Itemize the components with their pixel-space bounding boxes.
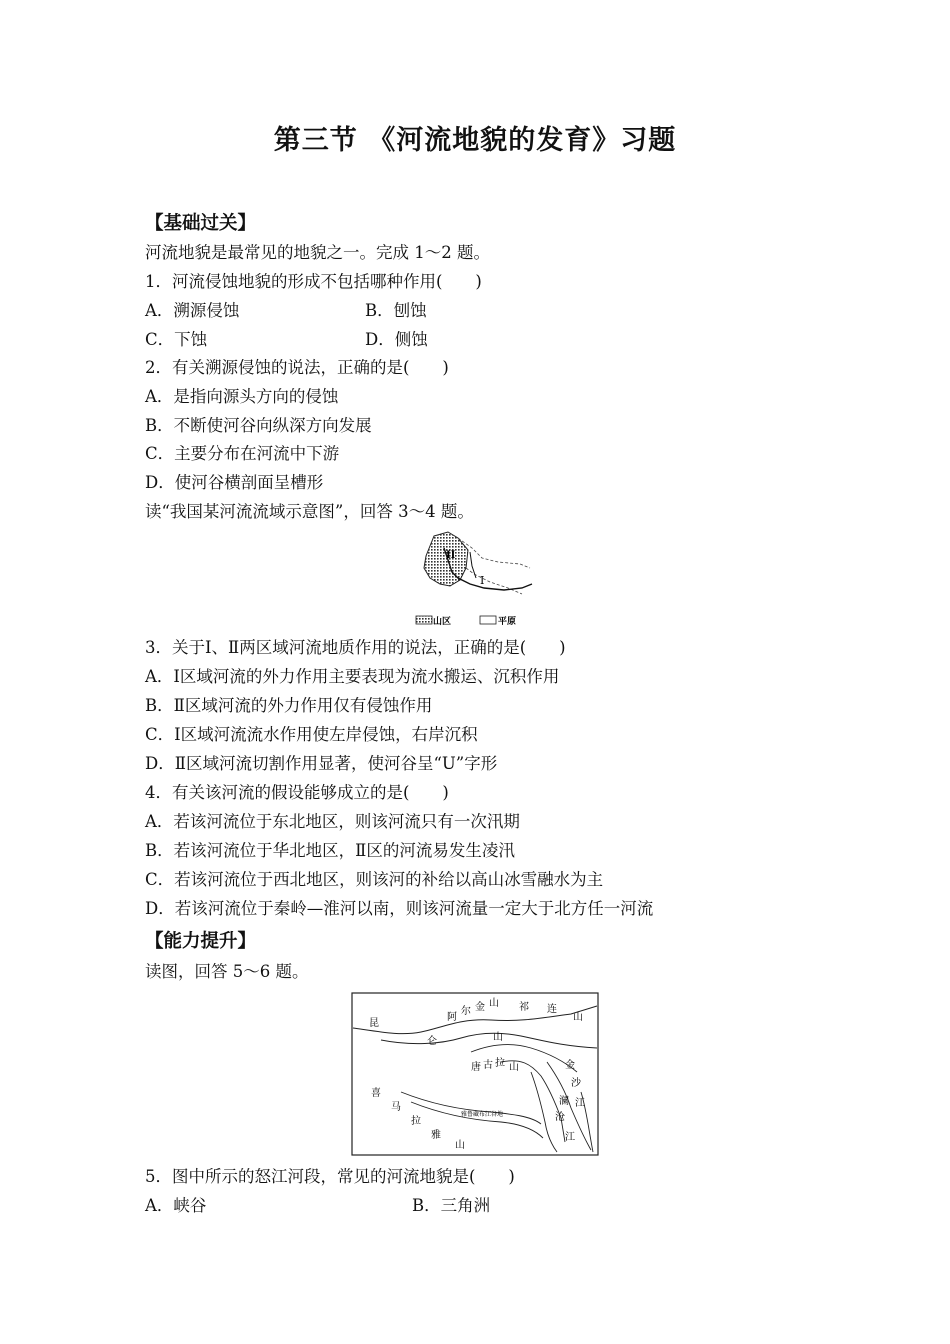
map-label: 拉 bbox=[495, 1058, 505, 1069]
legend-plain-label: 平原 bbox=[498, 617, 517, 627]
river-basin-figure bbox=[410, 528, 540, 633]
q4-option-c: C．若该河流位于西北地区，则该河的补给以高山冰雪融水为主 bbox=[145, 870, 604, 889]
q2-option-a: A．是指向源头方向的侵蚀 bbox=[145, 387, 339, 406]
q3-option-a: A．Ⅰ区域河流的外力作用主要表现为流水搬运、沉积作用 bbox=[145, 667, 560, 686]
intro-text: 河流地貌是最常见的地貌之一。完成 1～2 题。 bbox=[145, 243, 490, 262]
q3-option-b: B．Ⅱ区域河流的外力作用仅有侵蚀作用 bbox=[145, 696, 433, 715]
map-label: 金 bbox=[475, 1002, 485, 1013]
page-title: 第三节 《河流地貌的发育》习题 bbox=[273, 125, 677, 156]
map-label: 连 bbox=[547, 1004, 557, 1015]
question-1: 1．河流侵蚀地貌的形成不包括哪种作用( ) bbox=[145, 272, 482, 291]
q1-option-b: B．刨蚀 bbox=[365, 301, 427, 320]
map-label: 金 bbox=[565, 1060, 575, 1071]
intro-text: 读“我国某河流流域示意图”，回答 3～4 题。 bbox=[145, 502, 474, 521]
intro-text: 读图，回答 5～6 题。 bbox=[145, 962, 309, 981]
question-3: 3．关于Ⅰ、Ⅱ两区域河流地质作用的说法，正确的是( ) bbox=[145, 638, 566, 657]
question-2: 2．有关溯源侵蚀的说法，正确的是( ) bbox=[145, 358, 449, 377]
map-label: 沧 bbox=[555, 1112, 565, 1123]
map-label: 山 bbox=[455, 1140, 465, 1151]
map-label: 唐 bbox=[471, 1062, 481, 1073]
map-label: 阿 bbox=[447, 1012, 457, 1023]
map-label: 山 bbox=[573, 1012, 583, 1023]
question-4: 4．有关该河流的假设能够成立的是( ) bbox=[145, 783, 449, 802]
map-label: 昆 bbox=[369, 1018, 379, 1029]
section-advanced: 【能力提升】 bbox=[145, 931, 257, 952]
q5-option-b: B．三角洲 bbox=[412, 1196, 491, 1215]
region-2-label: II bbox=[446, 550, 456, 561]
q2-option-d: D．使河谷横剖面呈槽形 bbox=[145, 473, 324, 492]
q4-option-d: D．若该河流位于秦岭—淮河以南，则该河流量一定大于北方任一河流 bbox=[145, 899, 654, 918]
map-label: 祁 bbox=[519, 1002, 529, 1013]
plain-boundary bbox=[458, 538, 530, 594]
q5-option-a: A．峡谷 bbox=[145, 1196, 207, 1215]
q4-option-b: B．若该河流位于华北地区，Ⅱ区的河流易发生凌汛 bbox=[145, 841, 515, 860]
map-label: 马 bbox=[391, 1102, 401, 1113]
map-label: 雅鲁藏布江谷地 bbox=[461, 1111, 504, 1118]
map-label: 澜 bbox=[559, 1096, 569, 1107]
legend-plain-swatch bbox=[480, 616, 496, 624]
map-label: 山 bbox=[509, 1062, 519, 1073]
q3-option-d: D．Ⅱ区域河流切割作用显著，使河谷呈“U”字形 bbox=[145, 754, 498, 773]
q2-option-b: B．不断使河谷向纵深方向发展 bbox=[145, 416, 372, 435]
plateau-map-figure bbox=[351, 992, 599, 1156]
question-5: 5．图中所示的怒江河段，常见的河流地貌是( ) bbox=[145, 1167, 515, 1186]
q1-option-c: C．下蚀 bbox=[145, 330, 208, 349]
legend-mountain-swatch bbox=[416, 616, 432, 624]
map-label: 拉 bbox=[411, 1116, 421, 1127]
map-label: 雅 bbox=[431, 1130, 441, 1141]
section-basic: 【基础过关】 bbox=[145, 213, 257, 234]
map-frame bbox=[352, 993, 598, 1155]
legend-mountain-label: 山区 bbox=[433, 617, 452, 627]
q3-option-c: C．Ⅰ区域河流流水作用使左岸侵蚀，右岸沉积 bbox=[145, 725, 478, 744]
q1-option-d: D．侧蚀 bbox=[365, 330, 428, 349]
map-label: 山 bbox=[489, 998, 499, 1009]
region-1-label: I bbox=[480, 574, 485, 587]
q1-option-a: A．溯源侵蚀 bbox=[145, 301, 240, 320]
map-label: 沙 bbox=[571, 1078, 581, 1089]
q2-option-c: C．主要分布在河流中下游 bbox=[145, 444, 340, 463]
map-label: 山 bbox=[493, 1032, 503, 1043]
map-label: 仑 bbox=[427, 1036, 437, 1047]
map-label: 江 bbox=[565, 1132, 575, 1143]
map-label: 古 bbox=[483, 1060, 493, 1071]
tributary-line bbox=[470, 552, 476, 578]
q4-option-a: A．若该河流位于东北地区，则该河流只有一次汛期 bbox=[145, 812, 520, 831]
map-label: 喜 bbox=[371, 1088, 381, 1099]
map-label: 尔 bbox=[461, 1006, 471, 1017]
map-label: 江 bbox=[575, 1098, 585, 1109]
